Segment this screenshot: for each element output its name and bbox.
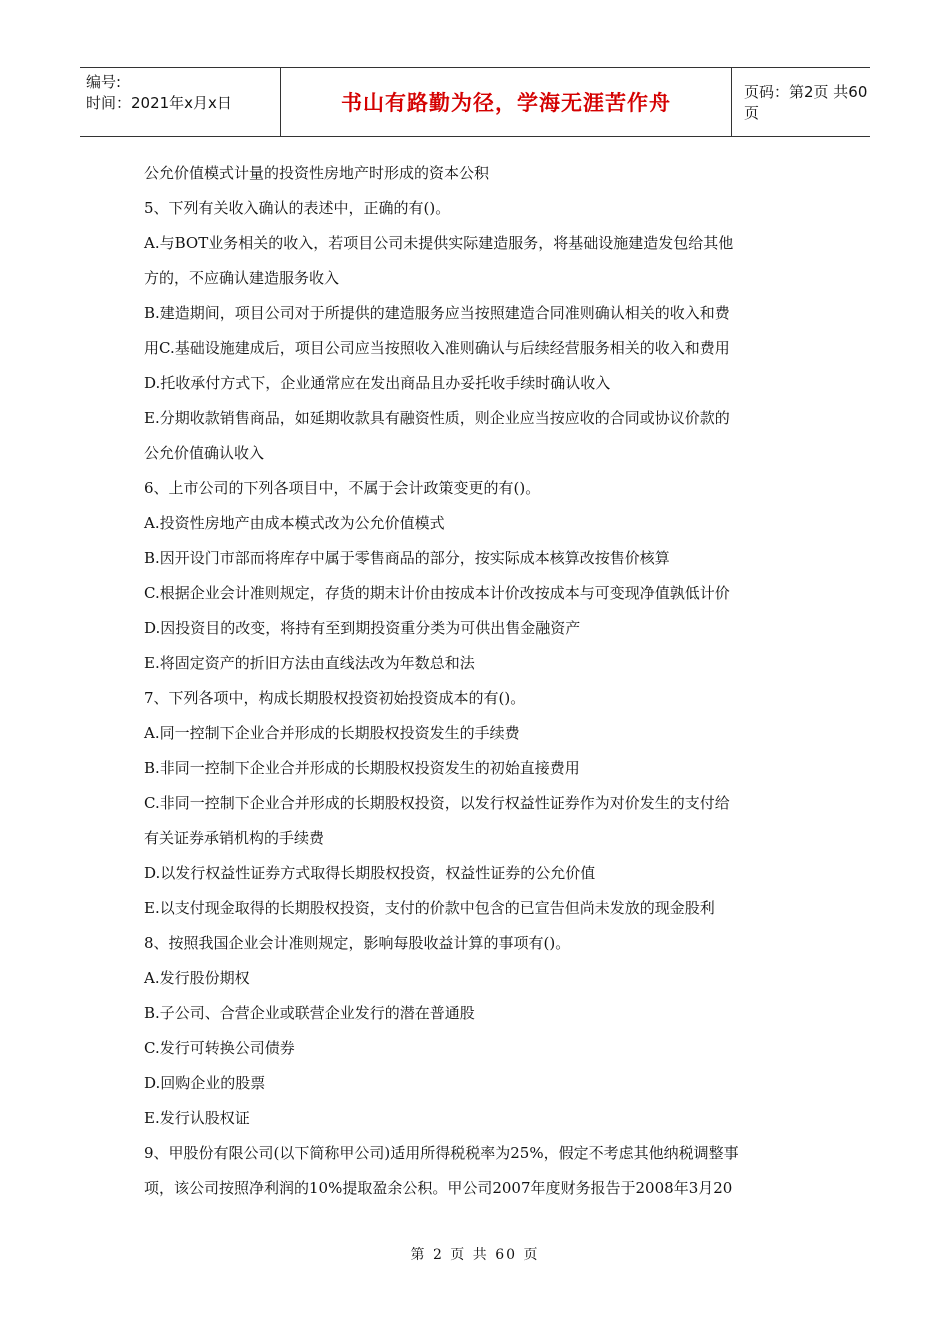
header-meta xyxy=(80,68,281,136)
text-line: 7、下列各项中，构成长期股权投资初始投资成本的有()。 xyxy=(144,689,526,707)
text-line: E.将固定资产的折旧方法由直线法改为年数总和法 xyxy=(144,654,475,672)
document-body xyxy=(144,156,812,1206)
text-line: B.非同一控制下企业合并形成的长期股权投资发生的初始直接费用 xyxy=(144,759,580,777)
time-label: 时间：2021年x月x日 xyxy=(86,94,232,112)
text-line: D.托收承付方式下，企业通常应在发出商品且办妥托收手续时确认收入 xyxy=(144,374,611,392)
text-line: 6、上市公司的下列各项目中，不属于会计政策变更的有()。 xyxy=(144,479,541,497)
text-line: 方的，不应确认建造服务收入 xyxy=(144,269,340,287)
slogan: 书山有路勤为径，学海无涯苦作舟 xyxy=(341,91,671,115)
text-line: 用C.基础设施建成后，项目公司应当按照收入准则确认与后续经营服务相关的收入和费用 xyxy=(144,339,730,357)
text-line: E.分期收款销售商品，如延期收款具有融资性质，则企业应当按应收的合同或协议价款的 xyxy=(144,409,730,427)
text-line: D.回购企业的股票 xyxy=(144,1074,266,1092)
text-line: 公允价值确认收入 xyxy=(144,444,265,462)
text-line: D.因投资目的改变，将持有至到期投资重分类为可供出售金融资产 xyxy=(144,619,581,637)
text-line: B.子公司、合营企业或联营企业发行的潜在普通股 xyxy=(144,1004,475,1022)
page-label: 页码：第2页 共60页 xyxy=(744,83,868,122)
text-line: B.因开设门市部而将库存中属于零售商品的部分，按实际成本核算改按售价核算 xyxy=(144,549,670,567)
text-line: D.以发行权益性证券方式取得长期股权投资，权益性证券的公允价值 xyxy=(144,864,596,882)
header-slogan-cell xyxy=(281,68,732,136)
text-line: 9、甲股份有限公司(以下简称甲公司)适用所得税税率为25%，假定不考虑其他纳税调整事 xyxy=(144,1144,739,1162)
text-line: C.发行可转换公司债券 xyxy=(144,1039,295,1057)
page-header xyxy=(80,67,870,137)
text-line: B.建造期间，项目公司对于所提供的建造服务应当按照建造合同准则确认相关的收入和费 xyxy=(144,304,730,322)
text-line: 公允价值模式计量的投资性房地产时形成的资本公积 xyxy=(144,164,490,182)
text-line: A.同一控制下企业合并形成的长期股权投资发生的手续费 xyxy=(144,724,520,742)
text-line: C.非同一控制下企业合并形成的长期股权投资，以发行权益性证券作为对价发生的支付给 xyxy=(144,794,730,812)
text-line: 有关证券承销机构的手续费 xyxy=(144,829,325,847)
text-line: A.投资性房地产由成本模式改为公允价值模式 xyxy=(144,514,445,532)
header-page-cell xyxy=(732,68,870,136)
text-line: 5、下列有关收入确认的表述中，正确的有()。 xyxy=(144,199,451,217)
page-footer: 第 2 页 共 60 页 xyxy=(410,1247,540,1263)
text-line: C.根据企业会计准则规定，存货的期末计价由按成本计价改按成本与可变现净值孰低计价 xyxy=(144,584,730,602)
text-line: E.以支付现金取得的长期股权投资，支付的价款中包含的已宣告但尚未发放的现金股利 xyxy=(144,899,715,917)
text-line: A.与BOT业务相关的收入，若项目公司未提供实际建造服务，将基础设施建造发包给其他 xyxy=(144,234,734,252)
text-line: 项，该公司按照净利润的10%提取盈余公积。甲公司2007年度财务报告于2008年3月20 xyxy=(144,1179,733,1197)
text-line: 8、按照我国企业会计准则规定，影响每股收益计算的事项有()。 xyxy=(144,934,571,952)
text-line: A.发行股份期权 xyxy=(144,969,250,987)
text-line: E.发行认股权证 xyxy=(144,1109,250,1127)
number-label: 编号: xyxy=(86,73,122,91)
